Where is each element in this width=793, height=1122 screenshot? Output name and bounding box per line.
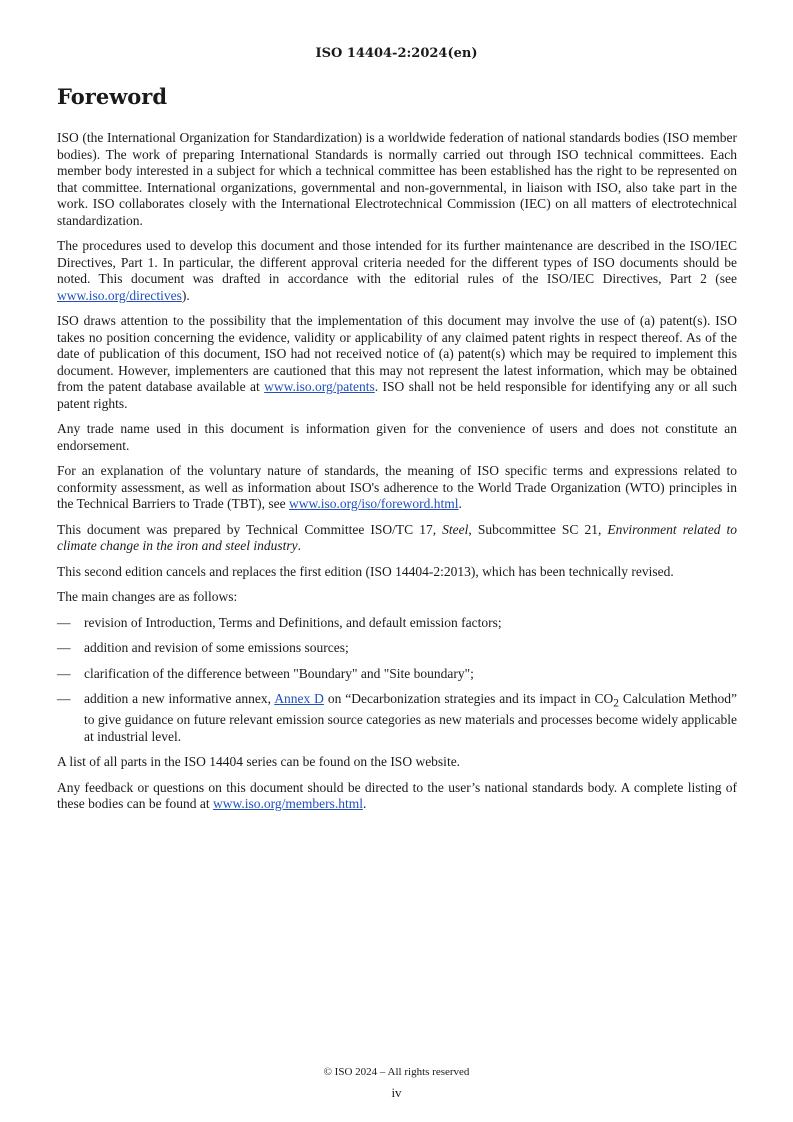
list-item-text: addition a new informative annex,: [84, 691, 275, 706]
list-item: [57, 640, 737, 657]
changes-list: [57, 615, 737, 746]
list-item-text: clarification of the difference between "Boundary" and "Site boundary";: [84, 665, 474, 681]
committee-name: Steel: [442, 521, 469, 537]
paragraph-trade-name: Any trade name used in this document is information given for the convenience of users and does not constitute an endorsement.: [57, 421, 737, 453]
paragraph-voluntary-nature: [57, 463, 737, 513]
page-title: Foreword: [57, 84, 168, 109]
subscript-2: 2: [613, 697, 619, 710]
paragraph-series-list: A list of all parts in the ISO 14404 series can be found on the ISO website.: [57, 754, 461, 770]
list-dash: —: [57, 665, 71, 681]
paragraph-text: This document was prepared by Technical Committee ISO/TC 17,: [57, 521, 443, 537]
paragraph-text: Any feedback or questions on this document should be directed to the user’s national standards body. A complete listing of these bodies can be found at: [57, 779, 737, 812]
paragraph-text: ISO draws attention to the possibility that the implementation of this document may involve the use of (a) patent(s). ISO takes no position concerning the evidence, validity or applicability of any claimed patent rights in respect thereof. As of the date of publication of this document, ISO had not received notice of (a) patent(s) which may be required to implement this document. However, implementers are cautioned that this may not represent the latest information, which may be obtained from the patent database available at: [57, 313, 737, 394]
paragraph-committee: [57, 522, 737, 555]
directives-link[interactable]: www.iso.org/directives: [57, 287, 182, 303]
paragraph-main-changes-intro: The main changes are as follows:: [57, 589, 238, 604]
list-item-text: revision of Introduction, Terms and Definitions, and default emission factors;: [84, 614, 502, 630]
paragraph-text: . ISO shall not be held responsible for identifying any or all such patent rights.: [57, 379, 737, 411]
members-link[interactable]: www.iso.org/members.html: [212, 796, 363, 812]
list-item-text: addition and revision of some emissions sources;: [84, 640, 349, 655]
list-item: [57, 691, 737, 745]
list-dash: —: [57, 691, 71, 706]
annex-d-link[interactable]: Annex D: [274, 691, 324, 706]
paragraph-text: ).: [181, 287, 190, 303]
paragraph-text: .: [362, 796, 367, 812]
patents-link[interactable]: www.iso.org/patents: [264, 379, 375, 394]
foreword-link[interactable]: www.iso.org/iso/foreword.html: [289, 496, 459, 511]
paragraph-iso-intro: ISO (the International Organization for Standardization) is a worldwide federation of national standards bodies (ISO member bodies). The work of preparing International Standards is normally carried out through ISO technical committees. Each member body interested in a subject for which a technical committee has been established has the right to be represented on that committee. International organizations, governmental and non-governmental, in liaison with ISO, also take part in the work. ISO collaborates closely with the International Electrotechnical Commission (IEC) on all matters of electrotechnical standardization.: [57, 130, 737, 228]
document-id-header: ISO 14404-2:2024(en): [315, 46, 478, 61]
paragraph-text: For an explanation of the voluntary nature of standards, the meaning of ISO specific terms and expressions related to conformity assessment, as well as information about ISO's adherence to the World Trade Organization (WTO) principles in the Technical Barriers to Trade (TBT), see: [57, 463, 737, 511]
paragraph-edition: This second edition cancels and replaces the first edition (ISO 14404-2:2013), which has been technically revised.: [57, 563, 674, 579]
subcommittee-name: Environment related to climate change in the iron and steel industry: [57, 521, 737, 553]
list-item: [57, 615, 737, 632]
copyright-footer: © ISO 2024 – All rights reserved: [323, 1066, 470, 1078]
list-item-text: Calculation Method” to give guidance on future relevant emission source categories as new materials and processes become widely applicable at industrial level.: [84, 691, 737, 744]
paragraph-procedures: [57, 238, 737, 304]
paragraph-text: , Subcommittee SC 21,: [468, 521, 608, 537]
foreword-body: [57, 130, 737, 822]
list-dash: —: [57, 614, 71, 630]
paragraph-text: .: [458, 496, 462, 511]
paragraph-feedback: [57, 780, 737, 813]
paragraph-patents: [57, 313, 737, 412]
list-item-text: on “Decarbonization strategies and its impact in CO: [323, 691, 614, 706]
list-item: [57, 666, 737, 683]
paragraph-text: The procedures used to develop this document and those intended for its further maintenance are described in the ISO/IEC Directives, Part 1. In particular, the different approval criteria needed for the different types of ISO documents should be noted. This document was drafted in accordance with the editorial rules of the ISO/IEC Directives, Part 2 (see: [57, 238, 737, 286]
paragraph-text: .: [297, 538, 301, 553]
page-number: iv: [391, 1085, 402, 1100]
list-dash: —: [57, 640, 71, 655]
